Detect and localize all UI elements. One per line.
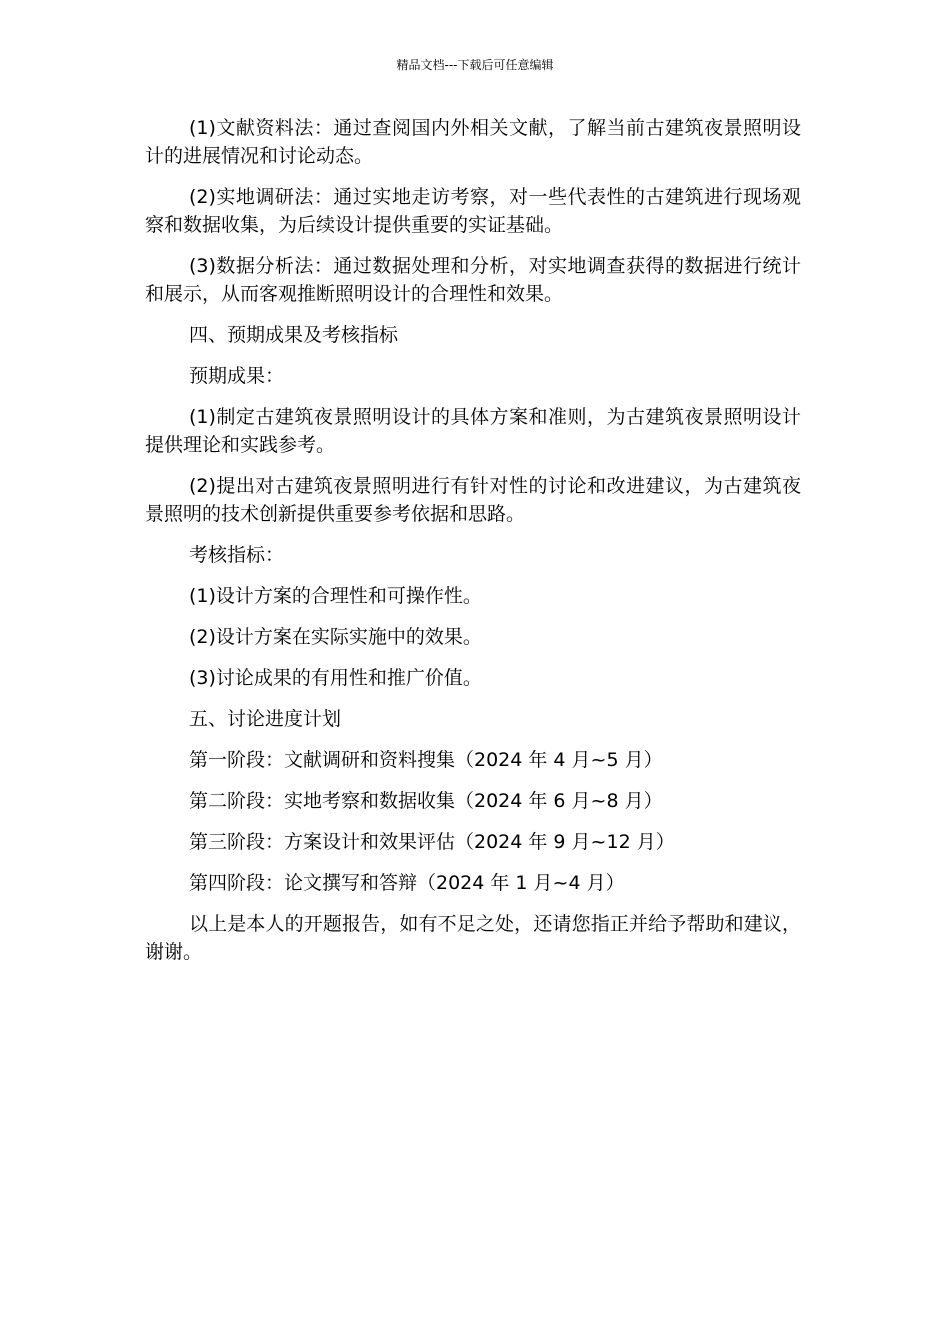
schedule-phase-1: 第一阶段：文献调研和资料搜集（2024 年 4 月~5 月）: [189, 749, 663, 771]
paragraph-method-data-analysis: (3)数据分析法：通过数据处理和分析，对实地调查获得的数据进行统计和展示，从而客观推断照明设计的合理性和效果。: [145, 255, 801, 305]
paragraph-indicator-1: (1)设计方案的合理性和可操作性。: [189, 585, 482, 607]
subheading-assessment-indicators: 考核指标：: [189, 544, 285, 566]
section-heading-expected-results: 四、预期成果及考核指标: [189, 324, 399, 346]
page-header: 精品文档---下载后可任意编辑: [396, 58, 554, 72]
paragraph-result-1: (1)制定古建筑夜景照明设计的具体方案和准则，为古建筑夜景照明设计提供理论和实践参考。: [145, 406, 801, 456]
schedule-phase-3: 第三阶段：方案设计和效果评估（2024 年 9 月~12 月）: [189, 831, 675, 853]
paragraph-method-literature: (1)文献资料法：通过查阅国内外相关文献，了解当前古建筑夜景照明设计的进展情况和讨论动态。: [145, 117, 801, 167]
paragraph-result-2: (2)提出对古建筑夜景照明进行有针对性的讨论和改进建议，为古建筑夜景照明的技术创新提供重要参考依据和思路。: [145, 475, 801, 525]
paragraph-indicator-3: (3)讨论成果的有用性和推广价值。: [189, 667, 482, 689]
paragraph-indicator-2: (2)设计方案在实际实施中的效果。: [189, 626, 482, 648]
schedule-phase-4: 第四阶段：论文撰写和答辩（2024 年 1 月~4 月）: [189, 872, 625, 894]
paragraph-method-fieldwork: (2)实地调研法：通过实地走访考察，对一些代表性的古建筑进行现场观察和数据收集，为后续设计提供重要的实证基础。: [145, 186, 801, 236]
paragraph-closing: 以上是本人的开题报告，如有不足之处，还请您指正并给予帮助和建议，谢谢。: [145, 913, 801, 963]
document-body: [145, 114, 801, 979]
schedule-phase-2: 第二阶段：实地考察和数据收集（2024 年 6 月~8 月）: [189, 790, 663, 812]
section-heading-schedule: 五、讨论进度计划: [189, 708, 342, 730]
subheading-expected-results: 预期成果：: [189, 365, 285, 387]
